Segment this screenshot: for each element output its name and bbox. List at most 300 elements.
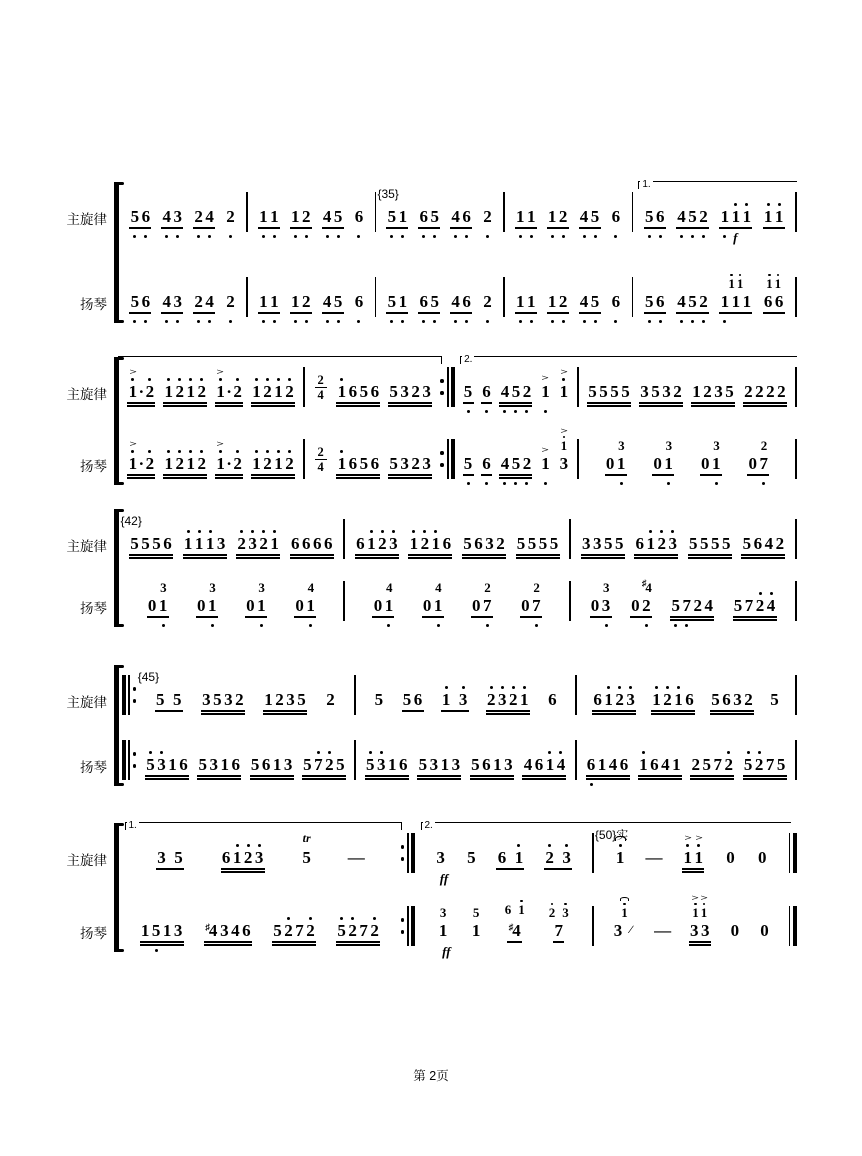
note-chars [221, 842, 265, 867]
octave-dot-above [251, 530, 254, 533]
octave-dot-above [548, 751, 551, 754]
note-digit: 7 [744, 596, 754, 615]
note-chars [129, 534, 173, 553]
note-group [197, 755, 241, 791]
note-digit: 3 [592, 534, 602, 553]
page-number: 第 2页 [413, 1069, 449, 1083]
note [592, 690, 603, 709]
beam-lines [294, 615, 316, 622]
beam-line [547, 227, 569, 229]
dot-cell [774, 560, 785, 570]
octave-dot-above [149, 751, 152, 754]
note [156, 749, 167, 774]
note [655, 292, 666, 311]
note [710, 534, 721, 553]
note [215, 441, 226, 473]
beam-line [743, 775, 787, 777]
note-core [482, 292, 493, 328]
note-digit: 1 [164, 454, 173, 473]
beam-lines [408, 553, 452, 560]
note-group [605, 439, 627, 490]
note-digit: 5 [463, 382, 473, 401]
note-group [290, 534, 334, 570]
note-group [161, 207, 183, 243]
dot-cell [729, 947, 740, 957]
note [555, 749, 566, 774]
chord-chars [643, 576, 651, 595]
chord-chars [439, 906, 448, 920]
dot-cell [221, 874, 232, 884]
note [641, 596, 652, 615]
beam-lines [496, 867, 524, 874]
note [439, 906, 448, 920]
note [261, 755, 272, 774]
beam-line [161, 227, 183, 229]
dot-cell [699, 560, 710, 570]
note-digit: 2 [175, 454, 184, 473]
note-digit: 2 [370, 921, 379, 940]
note [421, 382, 432, 401]
beam-line [290, 227, 312, 229]
note-core [193, 292, 215, 328]
octave-dot-below [294, 320, 297, 323]
beam-line [140, 944, 184, 946]
octave-dot-above [317, 751, 320, 754]
note [269, 292, 280, 311]
note-digit: 3 [439, 905, 447, 920]
measure [572, 502, 794, 632]
note-core [145, 749, 189, 791]
dot-cell [212, 716, 223, 726]
note-core [193, 207, 215, 243]
barline-thin [577, 439, 579, 479]
beam-lines [353, 226, 364, 233]
dot-cell [283, 781, 294, 791]
beam-line [322, 312, 344, 314]
beam-line [592, 713, 636, 715]
note-digit: 5 [770, 690, 779, 709]
note-chars [462, 534, 506, 553]
octave-dots-below [689, 947, 711, 957]
barline-thin [447, 367, 449, 407]
note-core [590, 596, 612, 632]
note-digit: 5 [472, 905, 480, 920]
note-core [547, 207, 569, 243]
note-digit: 1 [516, 207, 525, 226]
note-chars [700, 454, 722, 473]
beam-lines [258, 226, 280, 233]
chord-chars [617, 439, 626, 453]
note-digit: 4 [451, 207, 460, 226]
note-digit: 2 [483, 292, 492, 311]
beam-lines [127, 473, 155, 480]
note-chars [127, 369, 155, 401]
note [463, 454, 474, 473]
note-group [450, 207, 472, 243]
dot-cell [663, 480, 674, 490]
octave-dot-below [454, 235, 457, 238]
note-digit: 4 [500, 382, 510, 401]
octave-dot-above [148, 450, 151, 453]
beam-line [652, 474, 674, 476]
note-chars [215, 441, 243, 473]
barline-column [794, 658, 798, 791]
note [548, 902, 557, 921]
octave-dots-below [418, 318, 440, 328]
note [369, 454, 380, 473]
dot-cell [207, 622, 218, 632]
note-group [147, 581, 169, 632]
octave-dot-below [326, 235, 329, 238]
note-digit: 2 [760, 438, 768, 453]
dot-cell [660, 781, 671, 791]
note [383, 596, 394, 615]
dot-cell [232, 408, 243, 418]
beam-lines [651, 709, 695, 716]
octave-dot-above [288, 378, 291, 381]
note [349, 848, 364, 867]
note [613, 921, 624, 940]
octave-dots-below [155, 716, 183, 726]
octave-dot-below [305, 320, 308, 323]
chord-chars [620, 897, 629, 921]
octave-dot-below [525, 410, 528, 413]
note [601, 596, 612, 615]
note-core [540, 375, 551, 418]
note [429, 207, 440, 226]
dot-cell [312, 560, 323, 570]
note-digit: 1 [694, 848, 703, 867]
note-chars [161, 207, 183, 226]
note-core [759, 921, 770, 957]
note-group [499, 382, 532, 418]
beam-line [251, 402, 295, 404]
octave-dot-above [666, 686, 669, 689]
note [251, 448, 262, 473]
octave-dots-below [388, 408, 432, 418]
octave-dots-below [676, 318, 709, 328]
note-digit: 1 [527, 292, 536, 311]
note-core [638, 749, 682, 791]
note-digit: 3 [216, 534, 226, 553]
note-digit: 1 [264, 690, 273, 709]
note [661, 382, 672, 401]
note-core [769, 690, 780, 726]
dot-cell [439, 781, 450, 791]
note-core [691, 382, 735, 418]
octave-dots-below [215, 408, 243, 418]
note-core [646, 848, 661, 884]
barline-column [439, 350, 456, 490]
note-chars [373, 690, 384, 709]
dot-cell [598, 408, 609, 418]
note-chars [365, 749, 409, 774]
barline-column [794, 502, 798, 632]
octave-dots-below [540, 480, 551, 490]
note-group [544, 842, 572, 884]
dot-cell [581, 560, 592, 570]
staff-label-yangqin-text: 扬琴 [80, 297, 107, 312]
beam-line [741, 557, 785, 559]
volta-bracket [421, 822, 594, 830]
repeat-dots [440, 439, 444, 479]
accent-icon: > [216, 367, 225, 378]
note-digit: 6 [504, 902, 512, 917]
barline-thin [375, 277, 377, 317]
dot-cell [433, 622, 444, 632]
note [373, 690, 384, 709]
dot-cell [625, 716, 636, 726]
note [127, 441, 138, 473]
dot-cell [353, 233, 364, 243]
octave-dot-below [337, 320, 340, 323]
note-chars [155, 690, 183, 709]
beam-lines [353, 311, 364, 318]
dot-cell [450, 318, 461, 328]
dot-cell [481, 781, 492, 791]
note-digit: 4 [162, 292, 171, 311]
note-digit: 5 [141, 534, 150, 553]
note-digit: 4 [677, 207, 686, 226]
barline-thin [407, 833, 409, 873]
note-chars [763, 201, 785, 226]
note [386, 207, 397, 226]
note [558, 207, 569, 226]
dot-cell [151, 560, 162, 570]
barline-thin [795, 367, 797, 407]
note-group [579, 207, 601, 243]
beam-lines [547, 226, 569, 233]
note-digit: 2 [411, 382, 420, 401]
octave-dot-below [208, 235, 211, 238]
beam-line [639, 402, 683, 404]
beam-line [763, 312, 785, 314]
beam-lines [263, 709, 307, 716]
note-digit: 6 [462, 207, 471, 226]
octave-dot-below [262, 235, 265, 238]
yangqin-measure [121, 418, 302, 490]
dot-cell [421, 480, 432, 490]
beam-line [743, 405, 787, 407]
note [765, 755, 776, 774]
note [651, 684, 662, 709]
note [760, 439, 769, 453]
dot-cell [254, 874, 265, 884]
note [353, 292, 364, 311]
staff-label-yangqin [60, 243, 114, 328]
note [620, 382, 631, 401]
note [603, 684, 614, 709]
note-digit: 1 [216, 382, 225, 401]
note [579, 292, 590, 311]
barline-thin [575, 740, 577, 780]
note-group [733, 590, 777, 632]
note-digit: 1 [683, 848, 692, 867]
note [347, 382, 358, 401]
note-core [558, 369, 569, 418]
beam-lines [251, 473, 295, 480]
octave-dots-below [365, 781, 409, 791]
dot-cell [376, 781, 387, 791]
octave-dots-below [258, 233, 280, 243]
beam-line [204, 941, 252, 943]
note-digit: 6 [685, 690, 694, 709]
note-core [372, 596, 394, 632]
note-digit: 1 [168, 755, 177, 774]
note [302, 755, 313, 774]
beam-lines [365, 774, 409, 781]
note-digit: 1 [388, 755, 397, 774]
dot-cell [336, 947, 347, 957]
octave-dot-below [260, 624, 263, 627]
dot-cell [741, 233, 752, 243]
system-bracket [114, 360, 119, 482]
octave-dots-below [353, 233, 364, 243]
octave-dot-below [535, 624, 538, 627]
octave-dots-below [290, 560, 334, 570]
accent-icon: > [700, 892, 708, 903]
dot-cell [540, 480, 551, 490]
repeat-dot [133, 752, 137, 756]
octave-dot-below [551, 235, 554, 238]
note [690, 755, 701, 774]
octave-dot-below [614, 320, 617, 323]
note-digit: 1 [518, 902, 525, 917]
barline-thin [795, 439, 797, 479]
note-digit: 1 [306, 596, 315, 615]
note [688, 534, 699, 553]
yangqin-measure [121, 884, 400, 957]
note-chars [441, 684, 469, 709]
staff-label-yangqin [60, 884, 114, 957]
dot-cell [294, 947, 305, 957]
note-digit: 1 [514, 848, 524, 867]
note-group [402, 690, 424, 726]
beam-lines [193, 311, 215, 318]
barline-thin [577, 367, 579, 407]
chord-upper-voice [472, 906, 481, 920]
note [581, 534, 592, 553]
dot-cell [272, 947, 283, 957]
barline-thin [795, 740, 797, 780]
note-digit: 6 [482, 382, 491, 401]
note [290, 207, 301, 226]
yangqin-measure [357, 726, 574, 791]
octave-dot-below [594, 235, 597, 238]
beam-line [193, 312, 215, 314]
note-digit: ♯4 [205, 921, 218, 940]
staff-label-yangqin-text: 扬琴 [80, 459, 107, 474]
note-digit: 5 [603, 534, 613, 553]
dot-cell [755, 622, 766, 632]
dot-cell [262, 480, 273, 490]
note-core [336, 448, 380, 490]
note-digit: 2 [699, 207, 708, 226]
note-group [163, 376, 207, 418]
octave-dots-below [516, 560, 560, 570]
octave-dot-below [197, 320, 200, 323]
beam-lines [581, 553, 625, 560]
measure-line [121, 658, 799, 791]
note [216, 534, 227, 553]
beam-line [386, 227, 408, 229]
note-digit: 3 [173, 921, 183, 940]
note [763, 534, 774, 553]
beam-lines [301, 867, 312, 874]
dot-cell [700, 480, 711, 490]
octave-dots-below [590, 622, 612, 632]
barline-column [121, 658, 138, 791]
note-digit: 5 [549, 534, 559, 553]
beam-lines [690, 774, 734, 781]
beam-line [691, 402, 735, 404]
beam-line [197, 775, 241, 777]
chord-chars [257, 581, 266, 595]
note-core [544, 842, 572, 884]
staff-label-melody [60, 175, 114, 243]
note-digit: 6 [497, 848, 507, 867]
note [614, 534, 625, 553]
beam-line [156, 868, 184, 870]
measure [417, 816, 591, 957]
octave-dots-below [163, 480, 207, 490]
barline-thick [122, 740, 126, 780]
measure-line [121, 502, 799, 632]
note-chars [481, 382, 492, 401]
note-digit: 2 [263, 382, 272, 401]
note [156, 848, 167, 867]
note [483, 581, 492, 595]
beam-lines [325, 709, 336, 716]
note-digit: 1 [431, 534, 441, 553]
note-core [515, 207, 537, 243]
octave-dot-below [723, 320, 726, 323]
chord-chars [602, 581, 611, 595]
dot-cell [256, 622, 267, 632]
dot-cell [261, 781, 272, 791]
beam-lines [215, 473, 243, 480]
dot-cell [620, 408, 631, 418]
note-digit: 6 [611, 207, 621, 226]
beam-line [496, 868, 524, 870]
measure [595, 816, 788, 957]
note-digit: 1 [433, 596, 443, 615]
note-digit: 0 [653, 454, 662, 473]
note [173, 921, 184, 940]
octave-dot-above [686, 844, 689, 847]
octave-dot-below [674, 624, 677, 627]
note-digit: 2 [145, 382, 155, 401]
note [172, 292, 183, 311]
beam-line [422, 616, 444, 618]
dot-cell [649, 781, 660, 791]
note-core [301, 848, 312, 884]
note [721, 690, 732, 709]
beam-line [272, 944, 316, 946]
note-group [481, 382, 492, 418]
note-chars [688, 534, 732, 553]
octave-dot-below [519, 235, 522, 238]
note-digit: 6 [650, 755, 659, 774]
yangqin-measure [506, 243, 630, 328]
note [232, 376, 243, 401]
octave-dot-above [187, 530, 190, 533]
note-group [540, 447, 551, 490]
note-digit: 3 [436, 848, 445, 867]
dot-cell [590, 622, 601, 632]
octave-dots-below [499, 480, 532, 490]
beam-lines [520, 615, 542, 622]
